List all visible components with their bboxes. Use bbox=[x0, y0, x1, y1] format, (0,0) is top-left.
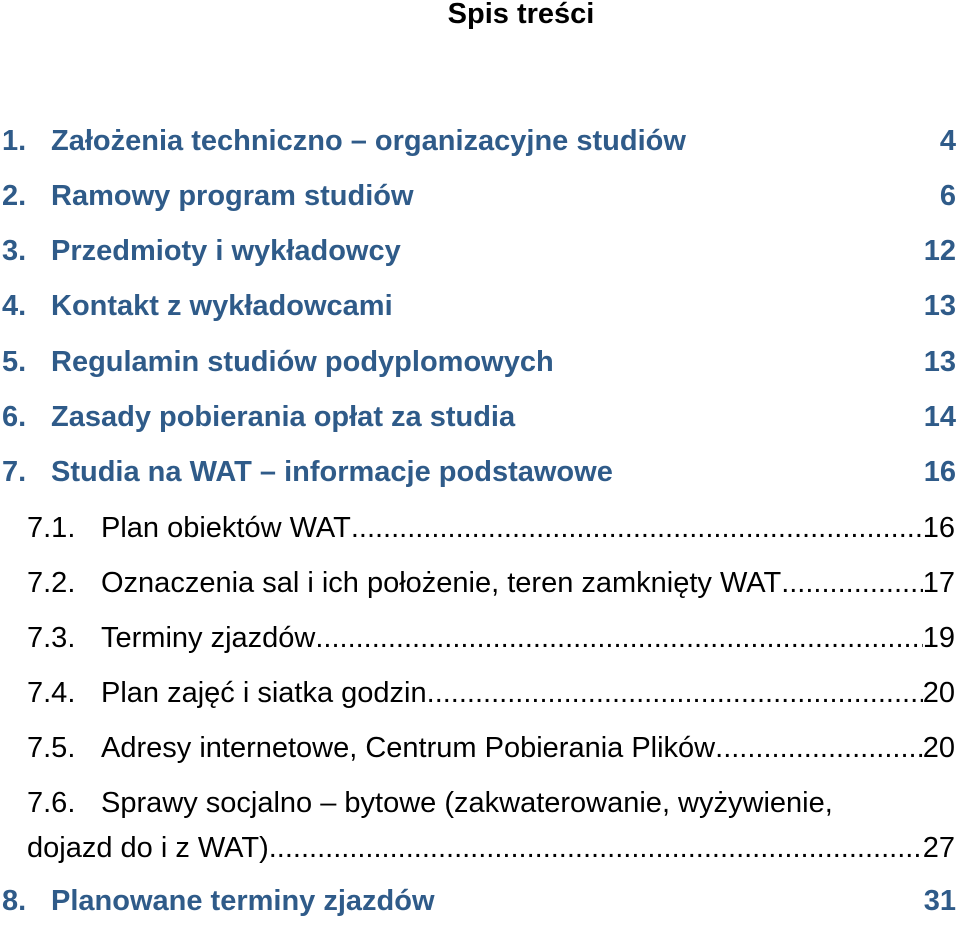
entry-page: 16 bbox=[923, 456, 956, 488]
subentry-page: 17 bbox=[922, 567, 955, 599]
entry-number: 8. bbox=[2, 885, 27, 917]
dot-leader bbox=[715, 732, 923, 765]
dot-leader bbox=[351, 512, 923, 545]
subentry-number: 7.2. bbox=[27, 567, 76, 599]
toc-entry-6[interactable] bbox=[2, 401, 956, 434]
entry-number: 4. bbox=[2, 290, 27, 322]
entry-title: Regulamin studiów podyplomowych bbox=[51, 346, 554, 378]
entry-title: Planowane terminy zjazdów bbox=[51, 885, 435, 917]
subentry-title: Oznaczenia sal i ich położenie, teren zamknięty WAT bbox=[101, 567, 782, 599]
entry-page: 13 bbox=[923, 290, 956, 322]
entry-title: Przedmioty i wykładowcy bbox=[51, 235, 401, 267]
toc-entry-1[interactable] bbox=[2, 125, 956, 158]
subentry-page: 20 bbox=[922, 677, 955, 709]
entry-page: 12 bbox=[923, 235, 956, 267]
entry-page: 13 bbox=[923, 346, 956, 378]
subentry-page: 20 bbox=[922, 732, 955, 764]
subentry-title-line2: dojazd do i z WAT) bbox=[27, 832, 269, 864]
subentry-number: 7.1. bbox=[27, 512, 76, 544]
subentry-number: 7.3. bbox=[27, 622, 76, 654]
dot-leader bbox=[781, 567, 923, 600]
entry-number: 3. bbox=[2, 235, 27, 267]
subentry-page: 19 bbox=[922, 622, 955, 654]
page-title: Spis treści bbox=[447, 0, 595, 30]
toc-subentry-7-5[interactable] bbox=[27, 732, 955, 765]
entry-page: 6 bbox=[939, 180, 956, 212]
toc-subentry-7-4[interactable] bbox=[27, 677, 955, 710]
entry-title: Studia na WAT – informacje podstawowe bbox=[51, 456, 613, 488]
toc-entry-2[interactable] bbox=[2, 180, 956, 213]
toc-subentry-7-3[interactable] bbox=[27, 622, 955, 655]
entry-number: 1. bbox=[2, 125, 27, 157]
subentry-title-line1: Sprawy socjalno – bytowe (zakwaterowanie, wyżywienie, bbox=[101, 787, 833, 819]
entry-number: 5. bbox=[2, 346, 27, 378]
toc-entry-5[interactable] bbox=[2, 346, 956, 379]
subentry-title: Plan zajęć i siatka godzin bbox=[101, 677, 427, 709]
dot-leader bbox=[315, 622, 922, 655]
subentry-first-line bbox=[27, 787, 833, 820]
toc-entry-3[interactable] bbox=[2, 235, 956, 268]
dot-leader bbox=[427, 677, 923, 710]
entry-number: 2. bbox=[2, 180, 27, 212]
entry-title: Założenia techniczno – organizacyjne studiów bbox=[51, 125, 686, 157]
entry-page: 14 bbox=[923, 401, 956, 433]
subentry-title: Adresy internetowe, Centrum Pobierania Plików bbox=[101, 732, 716, 764]
entry-page: 31 bbox=[923, 885, 956, 917]
dot-leader bbox=[269, 832, 923, 865]
toc-entry-7[interactable] bbox=[2, 456, 956, 489]
subentry-page: 27 bbox=[922, 832, 955, 864]
toc-entry-4[interactable] bbox=[2, 290, 956, 323]
entry-title: Ramowy program studiów bbox=[51, 180, 414, 212]
entry-title: Kontakt z wykładowcami bbox=[51, 290, 393, 322]
subentry-page: 16 bbox=[922, 512, 955, 544]
subentry-number: 7.6. bbox=[27, 787, 76, 819]
subentry-number: 7.5. bbox=[27, 732, 76, 764]
toc-entry-8[interactable] bbox=[2, 885, 956, 918]
entry-number: 6. bbox=[2, 401, 27, 433]
subentry-number: 7.4. bbox=[27, 677, 76, 709]
subentry-second-line bbox=[27, 832, 955, 865]
entry-number: 7. bbox=[2, 456, 27, 488]
entry-page: 4 bbox=[939, 125, 956, 157]
subentry-title: Plan obiektów WAT bbox=[101, 512, 351, 544]
subentry-title: Terminy zjazdów bbox=[101, 622, 316, 654]
toc-subentry-7-2[interactable] bbox=[27, 567, 955, 600]
toc-subentry-7-1[interactable] bbox=[27, 512, 955, 545]
entry-title: Zasady pobierania opłat za studia bbox=[51, 401, 516, 433]
